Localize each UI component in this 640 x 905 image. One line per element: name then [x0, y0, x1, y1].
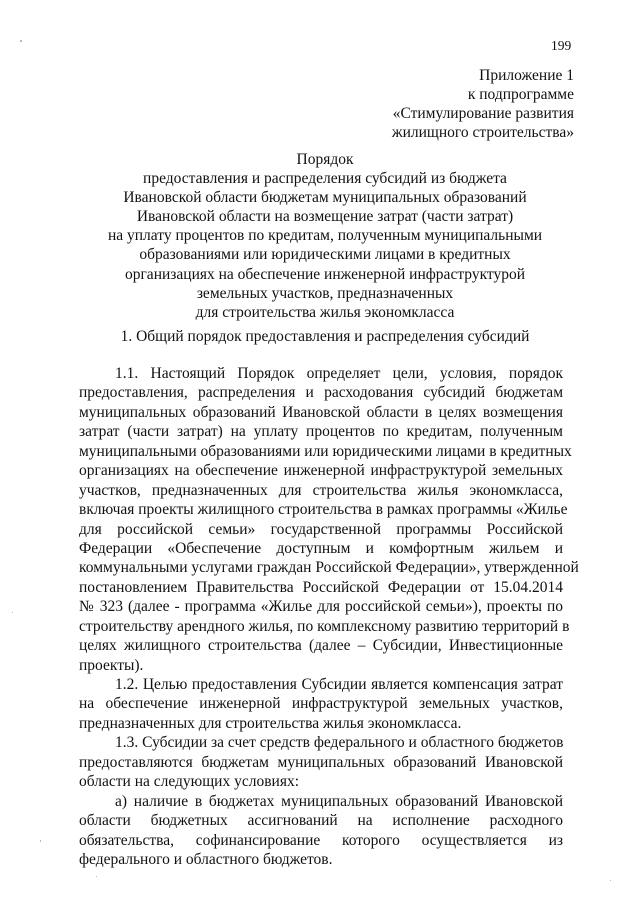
text-line: 1.2. Целью предоставления Субсидии является компенсация затрат	[115, 676, 563, 693]
text-line: организациях на обеспечение инженерной инфраструктурой земельных	[79, 462, 563, 480]
scan-speck	[40, 840, 41, 842]
text-line: муниципальных образований Ивановской области в целях возмещения	[79, 403, 563, 421]
text-line: федерального и областного бюджетов.	[79, 850, 333, 868]
title-line: на уплату процентов по кредитам, полученным муниципальными	[107, 227, 543, 245]
annex-line: Приложение 1	[479, 67, 574, 84]
text-line: 1.1. Настоящий Порядок определяет цели, условия, порядок	[115, 365, 563, 382]
text-line: строительству арендного жилья, по комплексному развитию территорий в	[79, 617, 570, 635]
title-line: Порядок	[296, 151, 354, 168]
title-line: Ивановской области бюджетам муниципальных образований	[123, 189, 527, 207]
text-line: на обеспечение инженерной инфраструктурой земельных участков,	[79, 695, 563, 713]
text-line: для российской семьи» государственной программы Российской	[79, 520, 563, 538]
scan-speck	[12, 612, 13, 613]
section-heading: 1. Общий порядок предоставления и распределения субсидий	[120, 328, 530, 345]
text-line: коммунальными услугами граждан Российской Федерации», утвержденной	[79, 559, 579, 577]
title-line: организациях на обеспечение инженерной инфраструктурой	[124, 265, 526, 283]
text-line: обязательства, софинансирование которого осуществляется из	[79, 831, 563, 849]
text-line: включая проекты жилищного строительства в рамках программы «Жилье	[79, 501, 568, 519]
title-line: земельных участков, предназначенных	[196, 284, 454, 302]
scan-speck	[20, 40, 22, 42]
annex-line: жилищного строительства»	[391, 124, 574, 141]
text-line: затрат (части затрат) на уплату процентов по кредитам, полученным	[79, 423, 563, 441]
text-line: проекты).	[79, 656, 144, 674]
title-line: образованиями или юридическими лицами в кредитных	[139, 246, 511, 264]
scan-speck	[96, 876, 97, 877]
title-line: для строительства жилья экономкласса	[195, 303, 455, 321]
document-title	[80, 150, 570, 322]
text-line: участков, предназначенных для строительства жилья экономкласса,	[79, 481, 563, 499]
text-line: предоставления, распределения и расходования субсидий бюджетам	[79, 384, 563, 402]
text-line: области бюджетных ассигнований на исполнение расходного	[79, 812, 563, 830]
title-line: Ивановской области на возмещение затрат (части затрат)	[136, 208, 514, 226]
paragraph-1-3	[79, 733, 563, 791]
document-body	[79, 364, 579, 869]
text-line: муниципальными образованиями или юридическими лицами в кредитных	[79, 442, 572, 460]
text-line: предоставляются бюджетам муниципальных образований Ивановской	[79, 753, 563, 771]
annex-block	[274, 66, 574, 142]
text-line: предназначенных для строительства жилья экономкласса.	[79, 714, 462, 732]
text-line: области на следующих условиях:	[79, 773, 300, 791]
annex-line: «Стимулирование развития	[392, 105, 574, 122]
paragraph-1-2	[79, 675, 563, 733]
text-line: Федерации «Обеспечение доступным и комфортным жильем и	[79, 539, 563, 557]
text-line: № 323 (далее - программа «Жилье для российской семьи»), проекты по	[79, 598, 563, 616]
title-line: предоставления и распределения субсидий из бюджета	[143, 170, 507, 188]
page-number: 199	[551, 38, 572, 53]
paragraph-a	[79, 792, 563, 870]
paragraph-1-1	[79, 364, 579, 675]
text-line: 1.3. Субсидии за счет средств федерального и областного бюджетов	[115, 734, 564, 752]
annex-line: к подпрограмме	[467, 86, 574, 103]
text-line: целях жилищного строительства (далее – Субсидии, Инвестиционные	[79, 637, 563, 655]
text-line: а) наличие в бюджетах муниципальных образований Ивановской	[115, 792, 563, 810]
scan-speck	[610, 880, 611, 881]
text-line: постановлением Правительства Российской Федерации от 15.04.2014	[79, 578, 563, 596]
